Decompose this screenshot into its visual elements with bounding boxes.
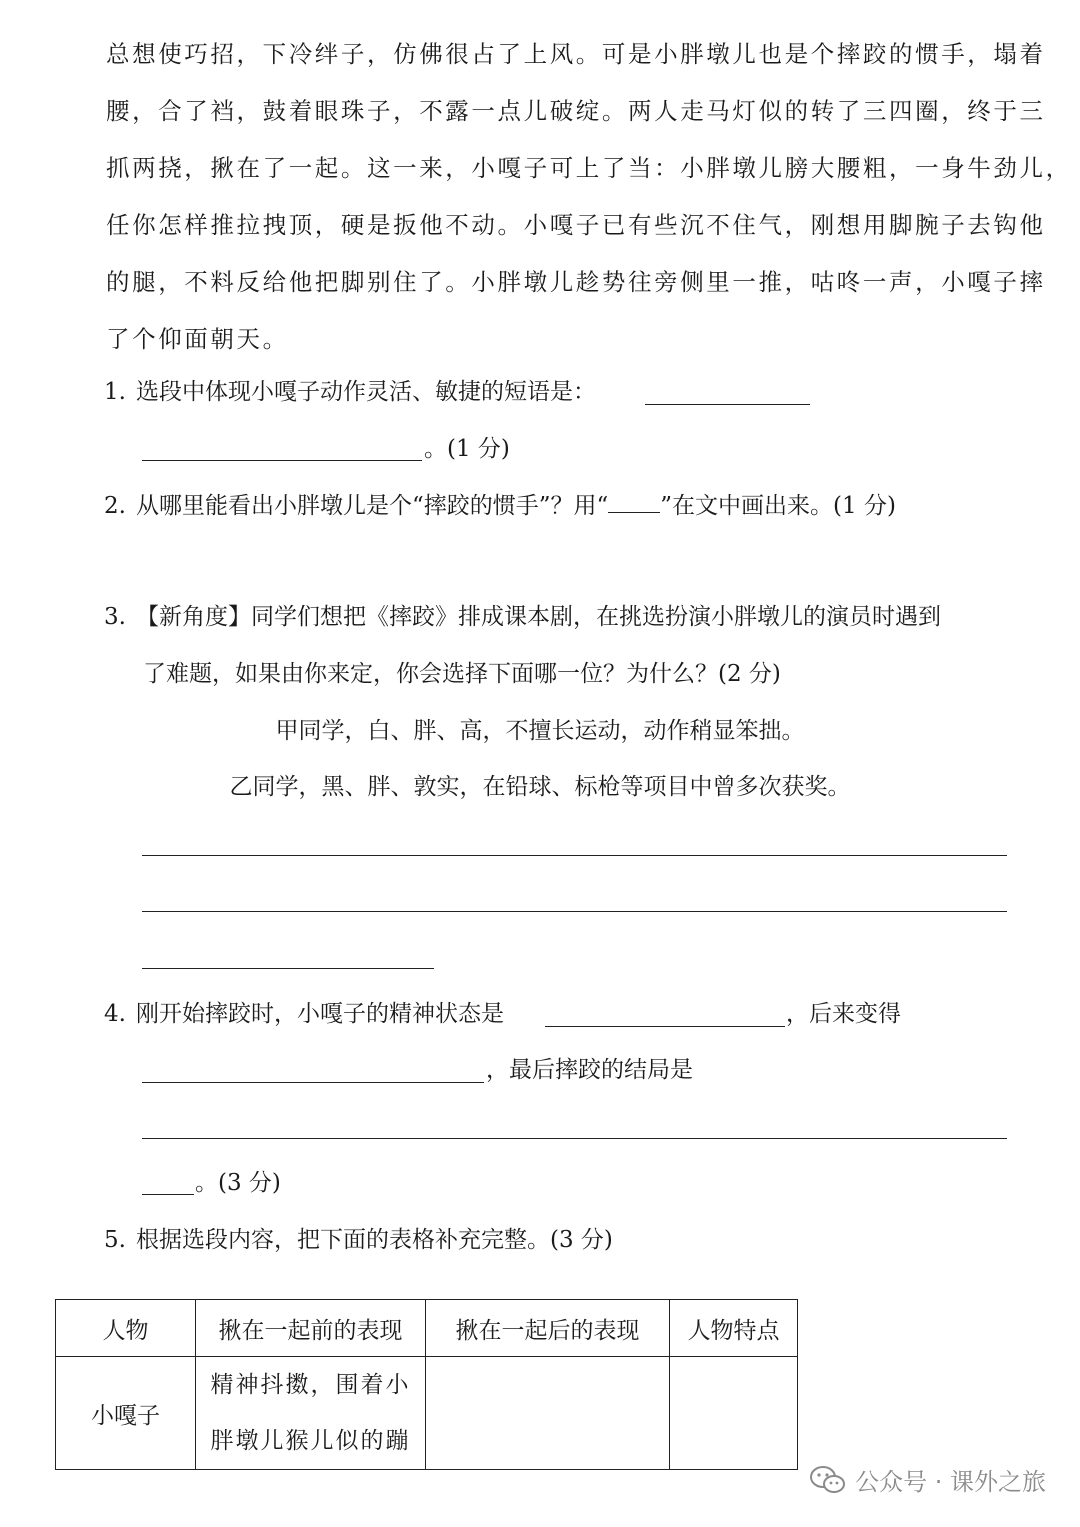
reading-passage [106,26,1072,368]
question-3 [104,602,941,632]
passage-line: 腰，合了裆，鼓着眼珠子，不露一点儿破绽。两人走马灯似的转了三四圈，终于三 [106,97,1046,125]
question-text: 选段中体现小嘎子动作灵活、敏捷的短语是： [136,379,596,405]
watermark-text: 公众号 · 课外之旅 [855,1468,1046,1496]
passage-line: 总想使巧招，下冷绊子，仿佛很占了上风。可是小胖墩儿也是个摔跤的惯手，塌着 [106,40,1046,68]
table-header: 人物 [56,1300,196,1357]
question-4 [104,999,504,1029]
table-header-row [56,1300,798,1357]
table-header: 揪在一起前的表现 [196,1300,426,1357]
option-a: 甲同学，白、胖、高，不擅长运动，动作稍显笨拙。 [275,718,805,744]
question-text: ，最后摔跤的结局是 [486,1057,693,1083]
table-header: 揪在一起后的表现 [426,1300,670,1357]
answer-line[interactable] [142,855,1007,856]
passage-line: 的腿，不料反给他把脚别住了。小胖墩儿趁势往旁侧里一推，咕咚一声，小嘎子摔 [106,268,1046,296]
answer-line[interactable] [142,968,434,969]
question-text: ，后来变得 [786,1001,901,1027]
table-header: 人物特点 [670,1300,798,1357]
question-number: 2. [104,493,126,519]
table-cell-before [196,1357,426,1470]
table-cell-after[interactable] [426,1357,670,1470]
table-cell-trait[interactable] [670,1357,798,1470]
question-text: 【新角度】同学们想把《摔跤》排成课本剧，在挑选扮演小胖墩儿的演员时遇到 [136,604,941,630]
question-text: ”在文中画出来。(1 分) [660,493,896,519]
question-text: 根据选段内容，把下面的表格补充完整。(3 分) [136,1227,613,1253]
question-text: 从哪里能看出小胖墩儿是个“摔跤的惯手”？用“ [136,493,609,519]
question-2 [104,490,896,521]
character-table [55,1299,798,1470]
answer-blank[interactable] [142,460,422,461]
passage-line: 任你怎样推拉拽顶，硬是扳他不动。小嘎子已有些沉不住气，刚想用脚腕子去钩他 [106,211,1046,239]
cell-line: 精神抖擞，围着小 [210,1372,411,1398]
answer-line[interactable] [142,1138,1007,1139]
question-5 [104,1225,613,1255]
question-text: 刚开始摔跤时，小嘎子的精神状态是 [136,1001,504,1027]
question-1 [104,377,596,407]
wechat-icon [809,1465,847,1495]
passage-line: 了个仰面朝天。 [106,325,289,353]
watermark [809,1462,1046,1497]
answer-blank[interactable] [645,404,810,405]
question-4-score: 。(3 分) [195,1170,281,1196]
question-text: 了难题，如果由你来定，你会选择下面哪一位？为什么？(2 分) [143,661,781,687]
underline-sample [608,490,660,513]
answer-blank[interactable] [545,1026,785,1027]
question-number: 4. [104,1001,126,1027]
table-cell-name: 小嘎子 [56,1357,196,1470]
option-b: 乙同学，黑、胖、敦实，在铅球、标枪等项目中曾多次获奖。 [229,774,851,800]
table-row [56,1357,798,1470]
cell-line: 胖墩儿猴儿似的蹦 [210,1428,411,1454]
question-number: 1. [104,379,126,405]
passage-line: 抓两挠，揪在了一起。这一来，小嘎子可上了当：小胖墩儿膀大腰粗，一身牛劲儿， [106,154,1072,182]
answer-line[interactable] [142,911,1007,912]
question-number: 3. [104,604,126,630]
answer-blank[interactable] [142,1194,194,1195]
answer-blank[interactable] [142,1082,484,1083]
question-1-score: 。(1 分) [424,436,510,462]
question-number: 5. [104,1227,126,1253]
